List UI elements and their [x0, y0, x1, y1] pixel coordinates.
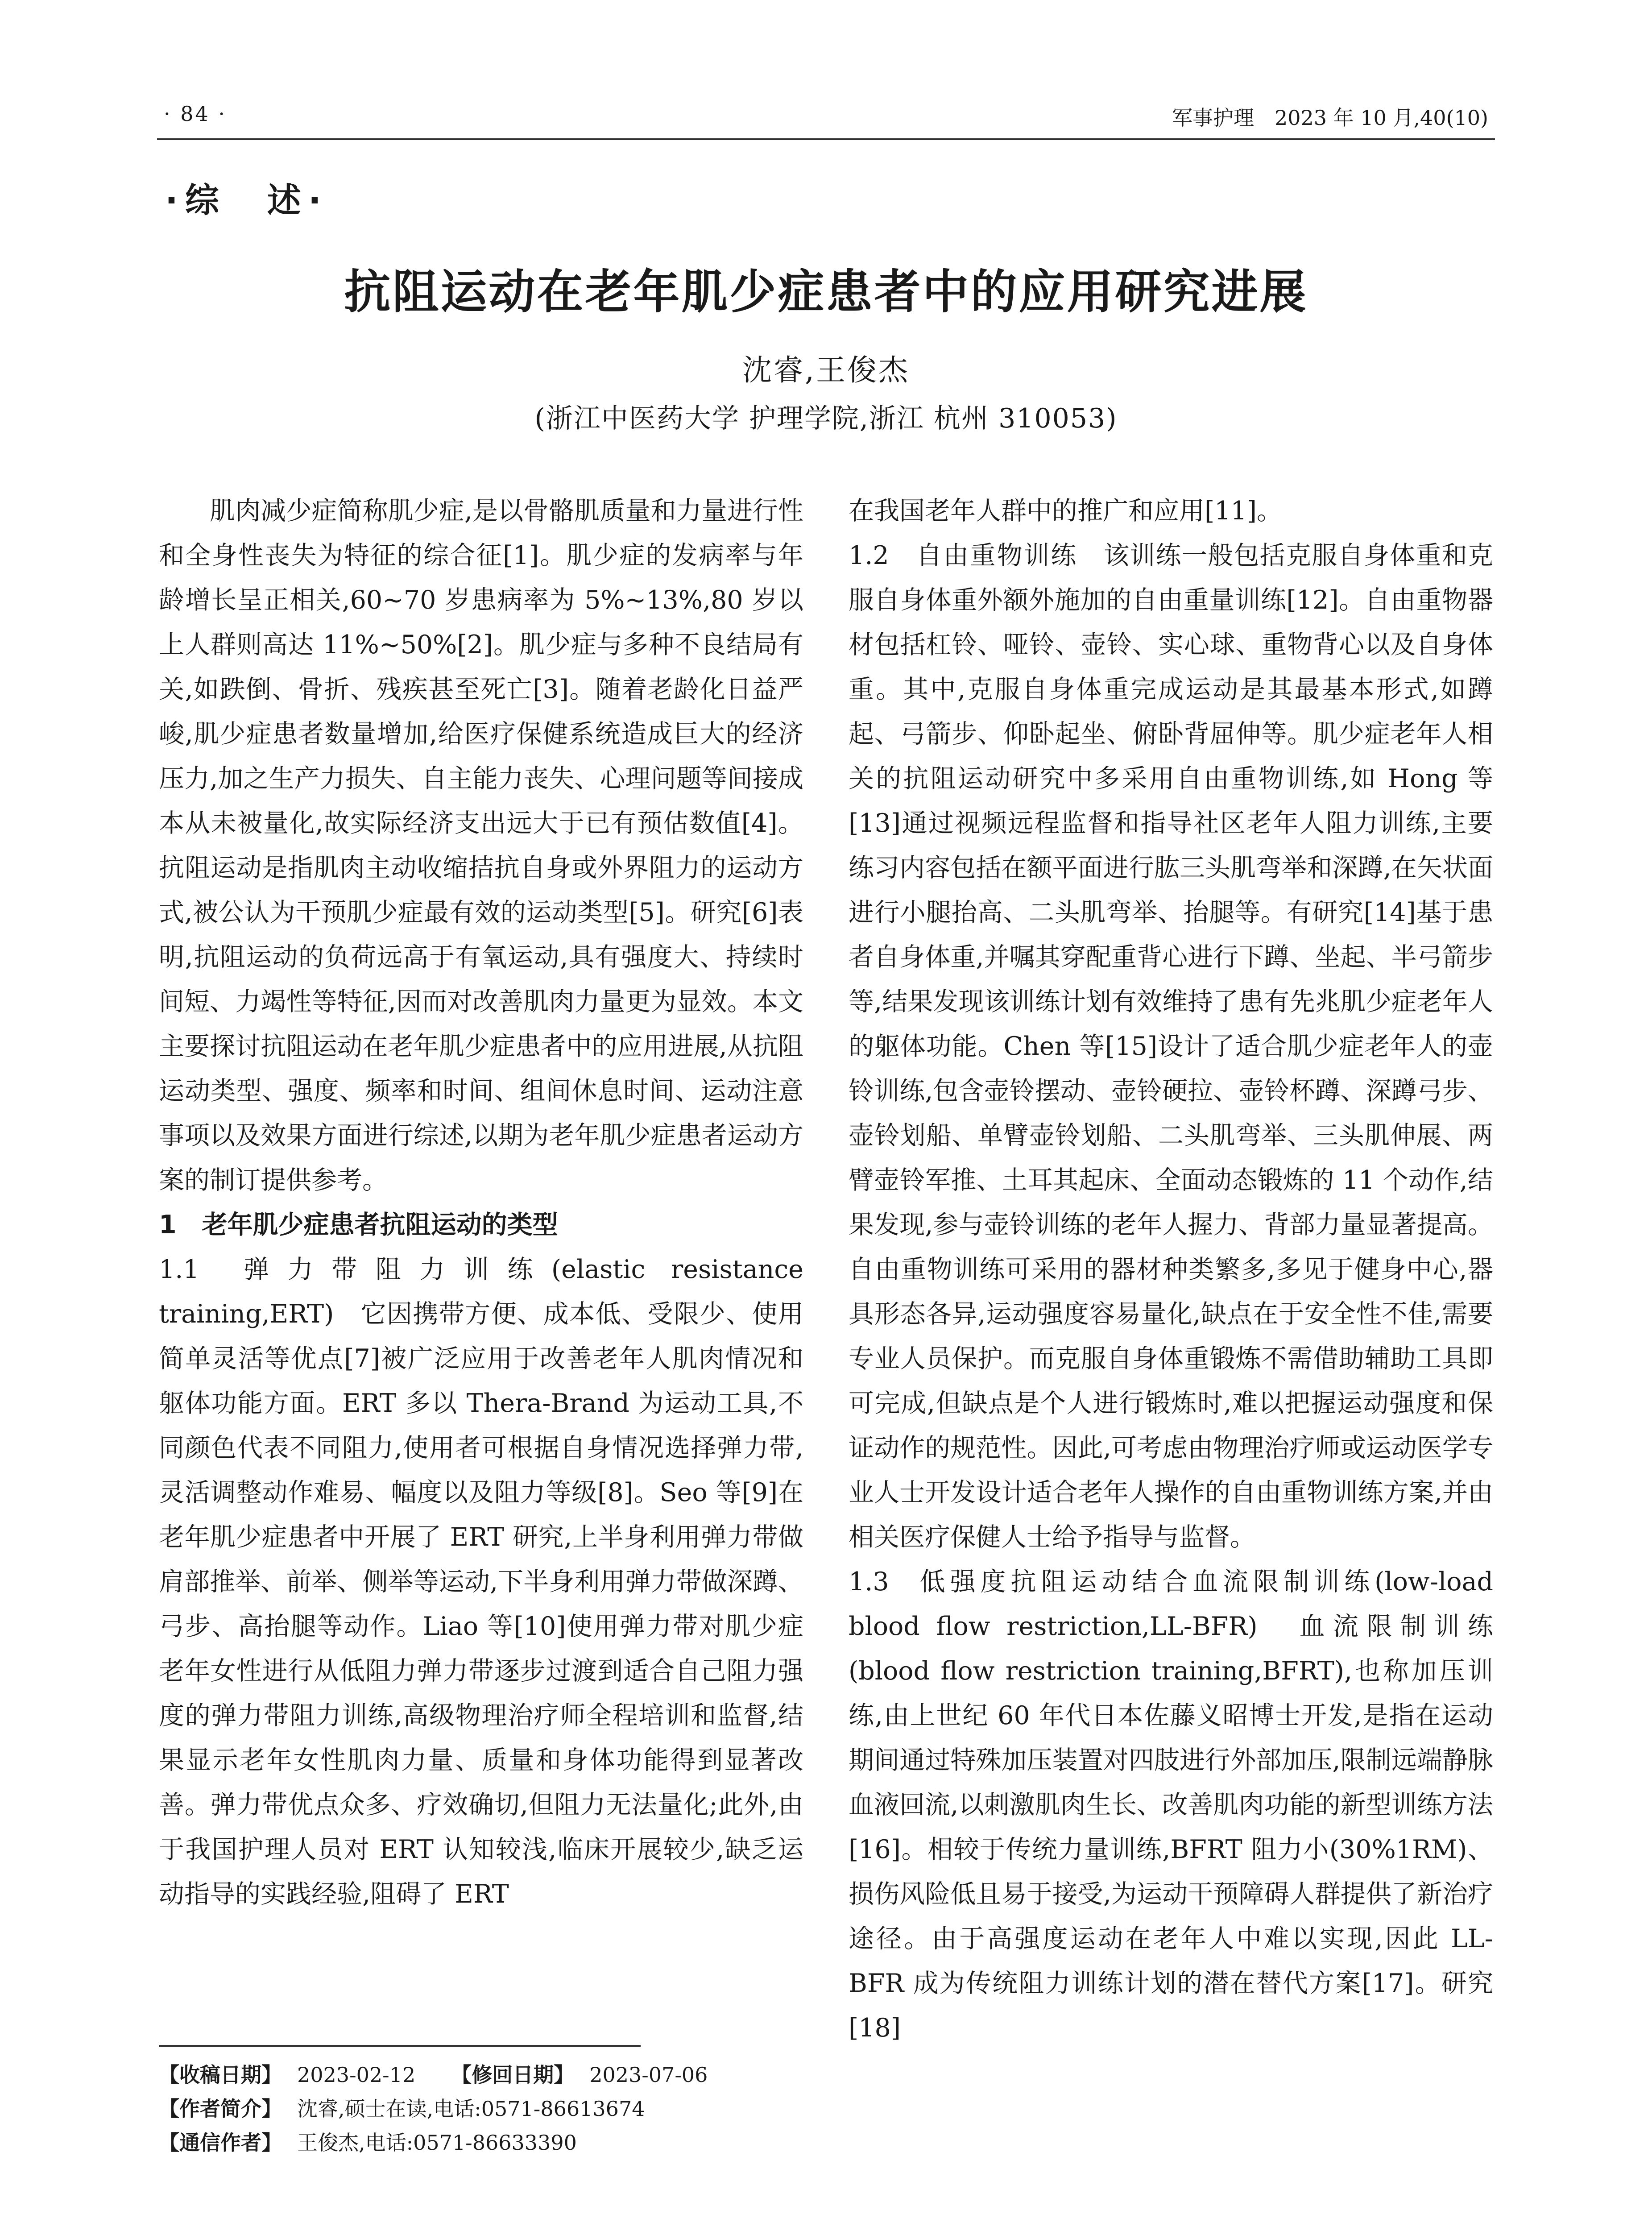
footnote-corresponding — [159, 2126, 819, 2160]
subsection-1-1 — [159, 1247, 803, 1916]
continuation-text: 在我国老年人群中的推广和应用[11]。 — [849, 496, 1283, 526]
footnote-author — [159, 2092, 819, 2126]
article-title: 抗阻运动在老年肌少症患者中的应用研究进展 — [344, 265, 1308, 319]
received-label: 【收稿日期】 — [159, 2063, 282, 2087]
authors: 沈睿,王俊杰 — [742, 353, 910, 387]
page-number: · 84 · — [164, 102, 227, 126]
author-label: 【作者简介】 — [159, 2097, 282, 2121]
subsection-body: (elastic resistance training,ERT) 它因携带方便、成本低、受限少、使用简单灵活等优点[7]被广泛应用于改善老年人肌肉情况和躯体功能方面。ERT 多以 Thera-Brand 为运动工具,不同颜色代表不同阻力,使用者可根据自身情况选择弹力带,灵活调整动作难易、幅度以及阻力等级[8]。Seo 等[9]在老年肌少症患者中开展了 ERT 研究,上半身利用弹力带做肩部推举、前举、侧举等运动,下半身利用弹力带做深蹲、弓步、高抬腿等动作。Liao 等[10]使用弹力带对肌少症老年女性进行从低阻力弹力带逐步过渡到适合自己阻力强度的弹力带阻力训练,高级物理治疗师全程培训和监督,结果显示老年女性肌肉力量、质量和身体功能得到显著改善。弹力带优点众多、疗效确切,但阻力无法量化;此外,由于我国护理人员对 ERT 认知较浅,临床开展较少,缺乏运动指导的实践经验,阻碍了 ERT — [159, 1255, 803, 1909]
section-heading-1: 1 老年肌少症患者抗阻运动的类型 — [159, 1210, 558, 1240]
revised-label: 【修回日期】 — [451, 2063, 575, 2087]
subsection-title: 自由重物训练 — [915, 541, 1078, 570]
footnote-rule — [159, 2045, 641, 2047]
received-date: 2023-02-12 — [297, 2063, 416, 2087]
subsection-number: 1.1 — [159, 1255, 199, 1284]
section-tag: ·综 述· — [165, 180, 328, 220]
corresponding-label: 【通信作者】 — [159, 2131, 282, 2155]
subsection-1-2 — [849, 533, 1493, 1559]
journal-info: 军事护理 2023 年 10 月,40(10) — [1172, 106, 1488, 130]
footnotes — [159, 2058, 819, 2160]
author-info: 沈睿,硕士在读,电话:0571-86613674 — [297, 2097, 645, 2121]
subsection-title: 低强度抗阻运动结合血流限制训练 — [915, 1567, 1375, 1597]
subsection-title: 弹力带阻力训练 — [226, 1255, 551, 1284]
header-rule — [157, 138, 1495, 140]
subsection-number: 1.2 — [849, 541, 889, 570]
subsection-1-3 — [849, 1559, 1493, 2050]
subsection-number: 1.3 — [849, 1567, 889, 1597]
footnote-dates — [159, 2058, 819, 2092]
right-column — [849, 489, 1493, 2050]
left-column — [159, 489, 803, 1916]
subsection-body: 该训练一般包括克服自身体重和克服自身体重外额外施加的自由重量训练[12]。自由重物器材包括杠铃、哑铃、壶铃、实心球、重物背心以及自身体重。其中,克服自身体重完成运动是其最基本形式,如蹲起、弓箭步、仰卧起坐、俯卧背屈伸等。肌少症老年人相关的抗阻运动研究中多采用自由重物训练,如 Hong 等[13]通过视频远程监督和指导社区老年人阻力训练,主要练习内容包括在额平面进行肱三头肌弯举和深蹲,在矢状面进行小腿抬高、二头肌弯举、抬腿等。有研究[14]基于患者自身体重,并嘱其穿配重背心进行下蹲、坐起、半弓箭步等,结果发现该训练计划有效维持了患有先兆肌少症老年人的躯体功能。Chen 等[15]设计了适合肌少症老年人的壶铃训练,包含壶铃摆动、壶铃硬拉、壶铃杯蹲、深蹲弓步、壶铃划船、单臂壶铃划船、二头肌弯举、三头肌伸展、两臂壶铃军推、土耳其起床、全面动态锻炼的 11 个动作,结果发现,参与壶铃训练的老年人握力、背部力量显著提高。自由重物训练可采用的器材种类繁多,多见于健身中心,器具形态各异,运动强度容易量化,缺点在于安全性不佳,需要专业人员保护。而克服自身体重锻炼不需借助辅助工具即可完成,但缺点是个人进行锻炼时,难以把握运动强度和保证动作的规范性。因此,可考虑由物理治疗师或运动医学专业人士开发设计适合老年人操作的自由重物训练方案,并由相关医疗保健人士给予指导与监督。 — [849, 541, 1494, 1552]
subsection-body: (low-load blood flow restriction,LL-BFR) 血流限制训练(blood flow restriction training,BFRT),也称加压训练,由上世纪 60 年代日本佐藤义昭博士开发,是指在运动期间通过特殊加压装置对四肢进行外部加压,限制远端静脉血液回流,以刺激肌肉生长、改善肌肉功能的新型训练方法[16]。相较于传统力量训练,BFRT 阻力小(30%1RM)、损伤风险低且易于接受,为运动干预障碍人群提供了新治疗途径。由于高强度运动在老年人中难以实现,因此 LL-BFR 成为传统阻力训练计划的潜在替代方案[17]。研究[18] — [849, 1567, 1493, 2043]
corresponding-info: 王俊杰,电话:0571-86633390 — [297, 2131, 577, 2155]
revised-date: 2023-07-06 — [589, 2063, 708, 2087]
affiliation: (浙江中医药大学 护理学院,浙江 杭州 310053) — [534, 403, 1118, 434]
intro-paragraph: 肌肉减少症简称肌少症,是以骨骼肌质量和力量进行性和全身性丧失为特征的综合征[1]。肌少症的发病率与年龄增长呈正相关,60~70 岁患病率为 5%~13%,80 岁以上人群则高达 11%~50%[2]。肌少症与多种不良结局有关,如跌倒、骨折、残疾甚至死亡[3]。随着老龄化日益严峻,肌少症患者数量增加,给医疗保健系统造成巨大的经济压力,加之生产力损失、自主能力丧失、心理问题等间接成本从未被量化,故实际经济支出远大于已有预估数值[4]。抗阻运动是指肌肉主动收缩拮抗自身或外界阻力的运动方式,被公认为干预肌少症最有效的运动类型[5]。研究[6]表明,抗阻运动的负荷远高于有氧运动,具有强度大、持续时间短、力竭性等特征,因而对改善肌肉力量更为显效。本文主要探讨抗阻运动在老年肌少症患者中的应用进展,从抗阻运动类型、强度、频率和时间、组间休息时间、运动注意事项以及效果方面进行综述,以期为老年肌少症患者运动方案的制订提供参考。 — [159, 496, 803, 1195]
